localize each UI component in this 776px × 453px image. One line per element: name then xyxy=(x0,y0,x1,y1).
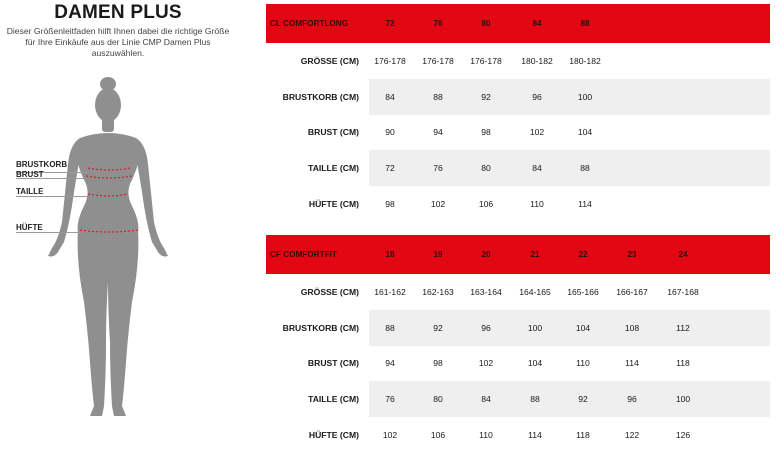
table-cell: 102 xyxy=(382,430,398,441)
table-cell: 98 xyxy=(433,358,443,369)
table-cell: 96 xyxy=(627,394,637,405)
table-cell: 76 xyxy=(433,163,443,174)
table-cell: 100 xyxy=(675,394,691,405)
table-cell: 110 xyxy=(576,358,590,369)
size-header: 72 xyxy=(385,19,395,28)
table-cell: 163-164 xyxy=(470,286,502,297)
table-comfortlong xyxy=(266,4,770,222)
table-row xyxy=(266,43,770,79)
table-cell: 92 xyxy=(578,394,588,405)
taille-line xyxy=(16,196,88,197)
table-cell: 118 xyxy=(676,358,690,369)
table-cell: 102 xyxy=(478,358,494,369)
row-label: HÜFTE (CM) xyxy=(308,430,359,441)
table-cell: 76 xyxy=(385,394,395,405)
table-cell: 84 xyxy=(385,91,395,102)
left-panel xyxy=(0,0,240,440)
table-cell: 102 xyxy=(430,199,446,210)
hufte-line xyxy=(16,232,82,233)
row-label: HÜFTE (CM) xyxy=(308,199,359,210)
table-cell: 106 xyxy=(430,430,446,441)
table-cell: 126 xyxy=(675,430,691,441)
fit-label: CL COMFORTLONG xyxy=(270,19,349,28)
table-row xyxy=(266,186,770,222)
table-cell: 104 xyxy=(527,358,543,369)
size-header: 76 xyxy=(433,19,443,28)
table-cell: 110 xyxy=(530,199,544,210)
table-row xyxy=(266,417,770,453)
size-header: 24 xyxy=(678,250,688,259)
table-cell: 167-168 xyxy=(667,286,699,297)
table-cell: 94 xyxy=(385,358,395,369)
table-row xyxy=(266,115,770,151)
table-cell: 84 xyxy=(481,394,491,405)
size-header: 23 xyxy=(627,250,637,259)
table-header xyxy=(266,235,770,274)
table-cell: 176-178 xyxy=(470,55,502,66)
row-label: BRUST (CM) xyxy=(307,358,359,369)
size-header: 20 xyxy=(481,250,491,259)
row-label: GRÖSSE (CM) xyxy=(300,286,359,297)
table-cell: 118 xyxy=(576,430,590,441)
table-cell: 108 xyxy=(624,322,640,333)
table-cell: 72 xyxy=(385,163,395,174)
table-cell: 84 xyxy=(532,163,542,174)
table-cell: 114 xyxy=(578,199,592,210)
table-cell: 92 xyxy=(433,322,443,333)
table-cell: 98 xyxy=(481,127,491,138)
row-label: BRUSTKORB (CM) xyxy=(282,91,359,102)
table-cell: 114 xyxy=(528,430,542,441)
intro-text: Dieser Größenleitfaden hilft Ihnen dabei die richtige Größe für Ihre Einkäufe aus der Linie CMP Damen Plus auszuwählen. xyxy=(6,26,230,58)
brustkorb-label: BRUSTKORB xyxy=(16,160,68,169)
row-label: TAILLE (CM) xyxy=(308,394,359,405)
brust-label: BRUST xyxy=(16,170,44,179)
size-header: 18 xyxy=(385,250,395,259)
table-cell: 166-167 xyxy=(616,286,648,297)
table-cell: 112 xyxy=(676,322,690,333)
table-cell: 80 xyxy=(433,394,443,405)
table-cell: 161-162 xyxy=(374,286,406,297)
row-label: BRUST (CM) xyxy=(307,127,359,138)
table-cell: 104 xyxy=(575,322,591,333)
table-cell: 114 xyxy=(625,358,639,369)
table-row xyxy=(266,79,770,115)
size-header: 19 xyxy=(433,250,443,259)
table-cell: 102 xyxy=(529,127,545,138)
size-header: 88 xyxy=(580,19,590,28)
row-label: TAILLE (CM) xyxy=(308,163,359,174)
table-cell: 164-165 xyxy=(519,286,551,297)
table-row xyxy=(266,310,770,346)
hufte-label: HÜFTE xyxy=(16,223,43,232)
table-row xyxy=(266,346,770,382)
table-cell: 162-163 xyxy=(422,286,454,297)
table-cell: 106 xyxy=(478,199,494,210)
table-cell: 92 xyxy=(481,91,491,102)
table-cell: 90 xyxy=(385,127,395,138)
table-cell: 104 xyxy=(577,127,593,138)
table-cell: 176-178 xyxy=(422,55,454,66)
table-row xyxy=(266,150,770,186)
page-title: DAMEN PLUS xyxy=(54,2,182,23)
table-cell: 110 xyxy=(479,430,493,441)
size-header: 84 xyxy=(532,19,542,28)
table-cell: 88 xyxy=(385,322,395,333)
table-cell: 80 xyxy=(481,163,491,174)
table-cell: 180-182 xyxy=(521,55,553,66)
fit-label: CF COMFORTFIT xyxy=(270,250,337,259)
table-cell: 98 xyxy=(385,199,395,210)
table-cell: 100 xyxy=(577,91,593,102)
table-row xyxy=(266,381,770,417)
table-cell: 94 xyxy=(433,127,443,138)
table-comfortfit xyxy=(266,235,770,453)
table-cell: 96 xyxy=(532,91,542,102)
table-cell: 165-166 xyxy=(567,286,599,297)
table-cell: 96 xyxy=(481,322,491,333)
size-header: 80 xyxy=(481,19,491,28)
body-figure xyxy=(40,72,200,432)
table-cell: 88 xyxy=(433,91,443,102)
size-header: 21 xyxy=(530,250,540,259)
table-cell: 88 xyxy=(530,394,540,405)
row-label: GRÖSSE (CM) xyxy=(300,55,359,66)
table-cell: 88 xyxy=(580,163,590,174)
table-header xyxy=(266,4,770,43)
size-header: 22 xyxy=(578,250,588,259)
taille-label: TAILLE xyxy=(16,187,44,196)
table-cell: 100 xyxy=(527,322,543,333)
table-cell: 180-182 xyxy=(569,55,601,66)
table-cell: 176-178 xyxy=(374,55,406,66)
table-row xyxy=(266,274,770,310)
row-label: BRUSTKORB (CM) xyxy=(282,322,359,333)
table-cell: 122 xyxy=(624,430,640,441)
